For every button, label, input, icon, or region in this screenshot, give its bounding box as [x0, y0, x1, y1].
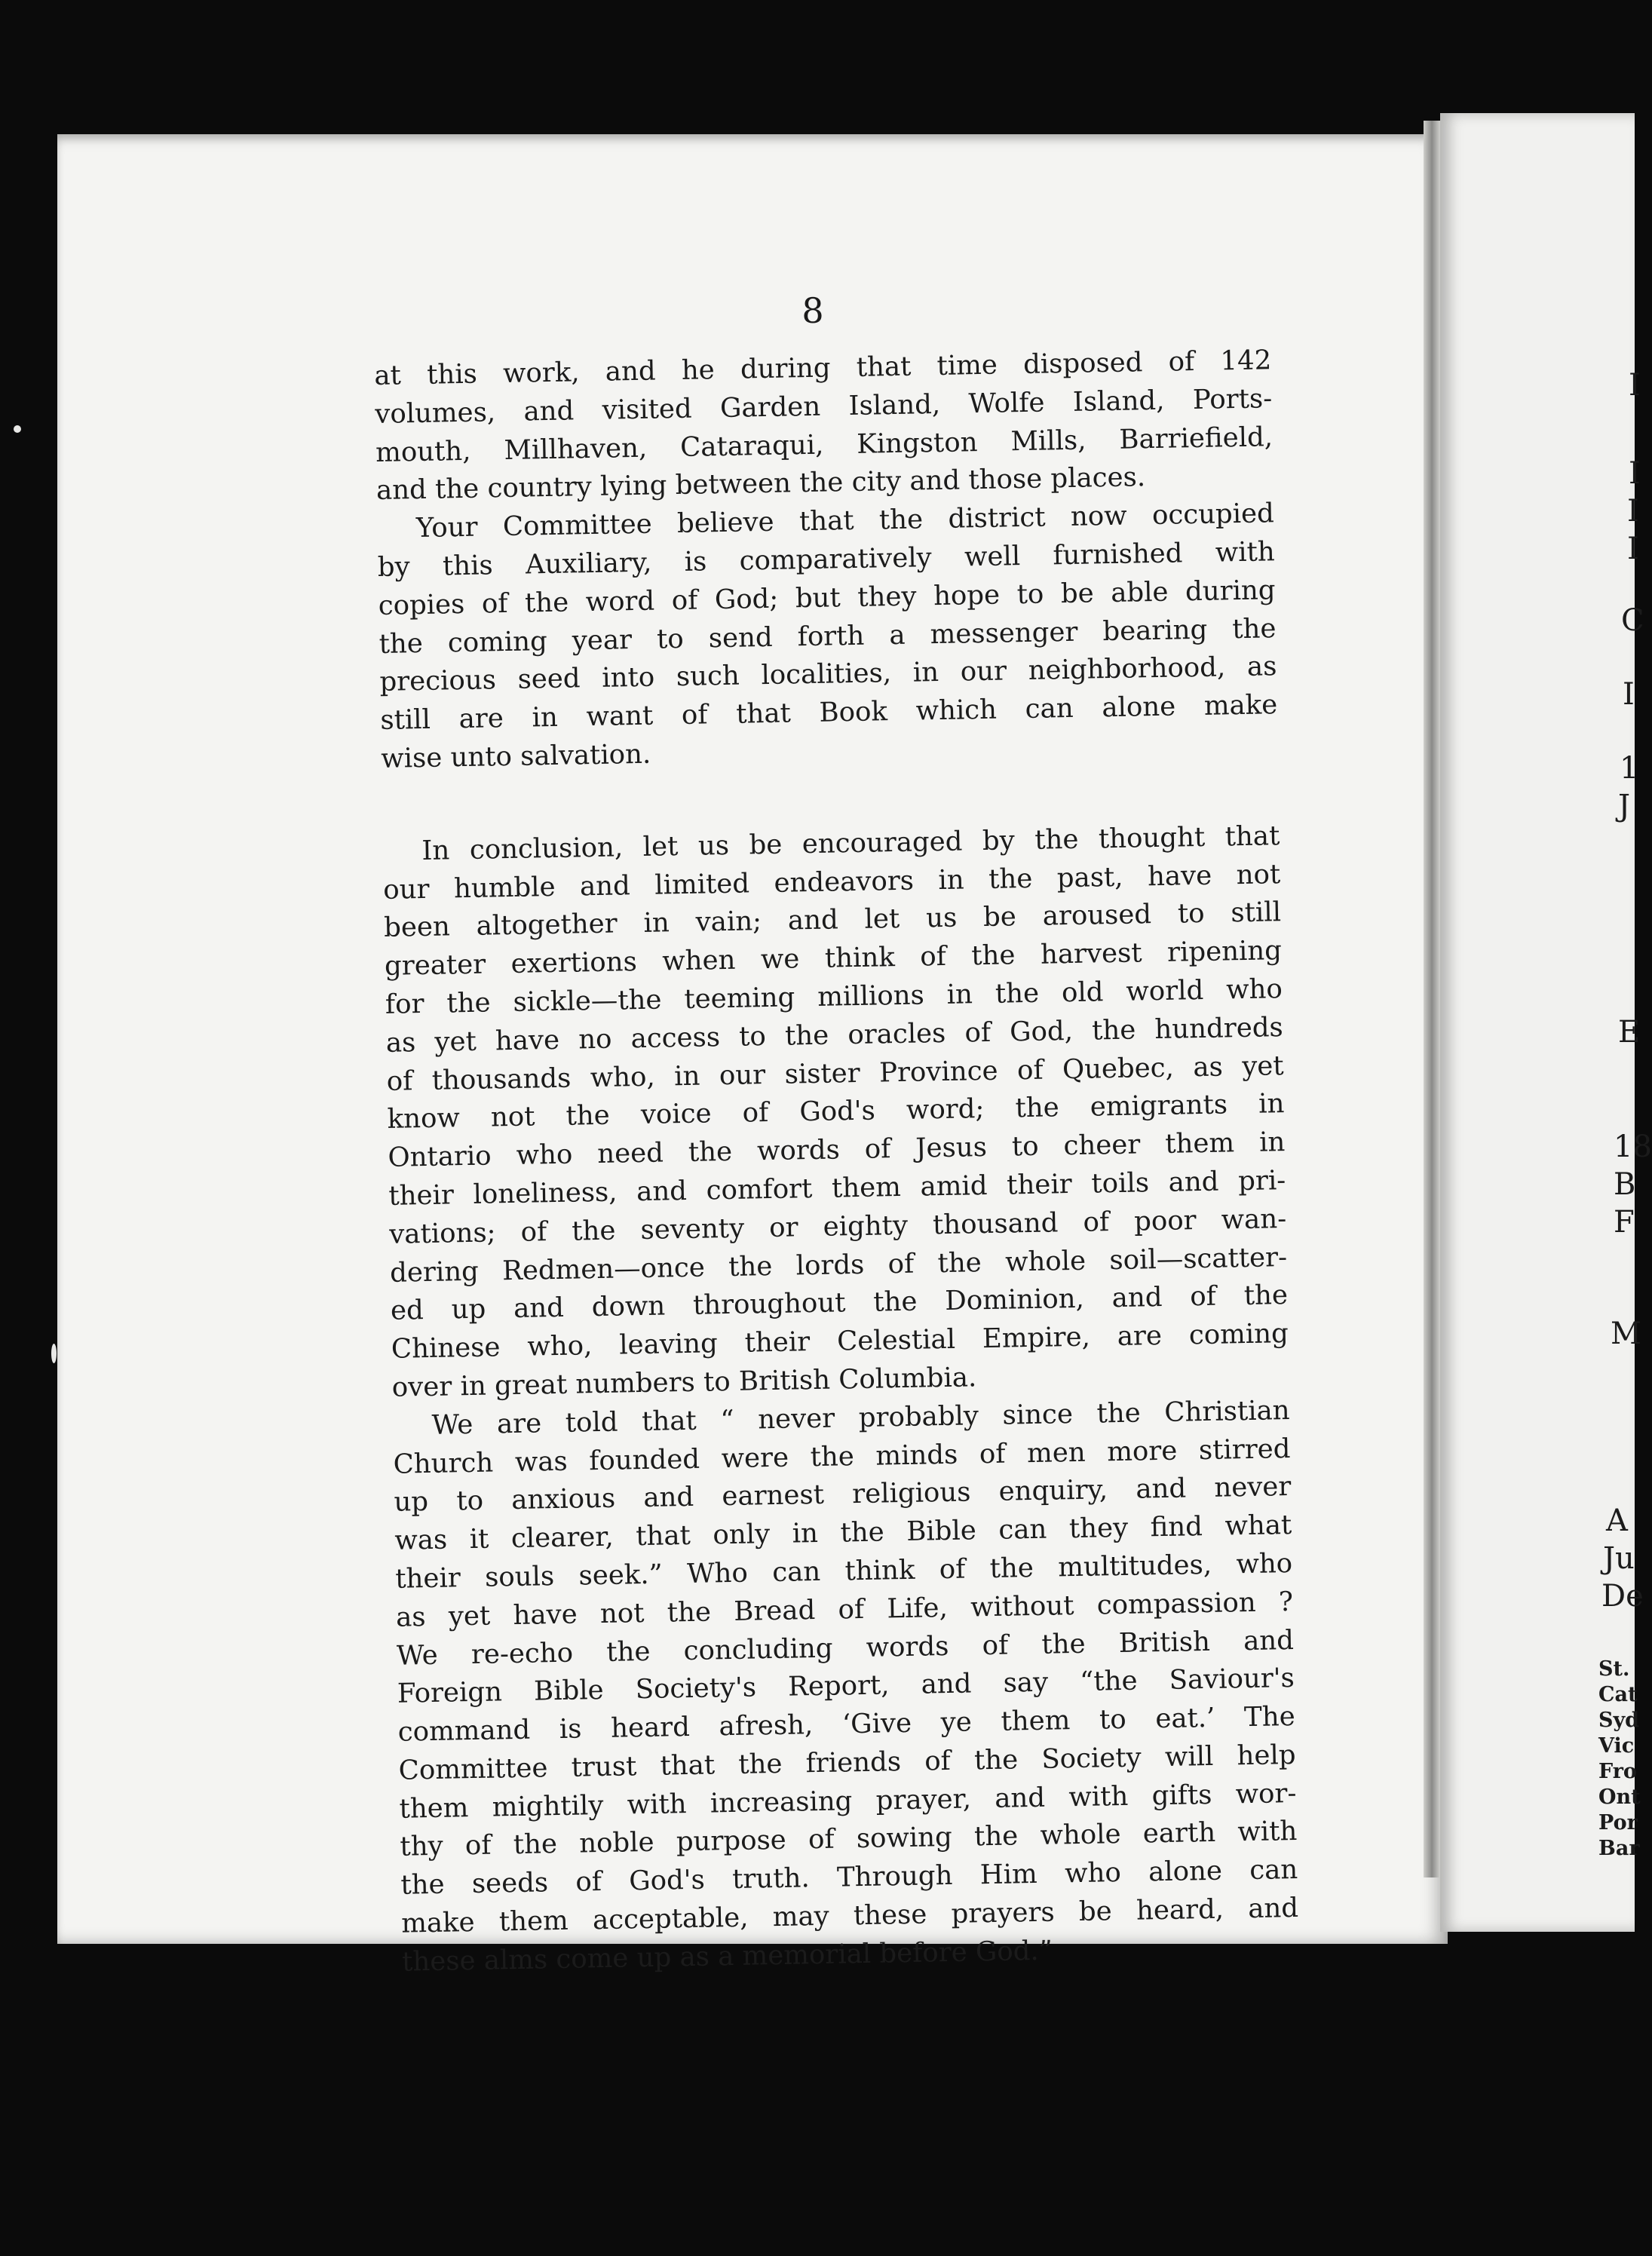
text-line: for the sickle—the teeming millions in the old world who — [385, 973, 1283, 1020]
text-line: command is heard afresh, ‘Give ye them to eat.’ The — [397, 1701, 1296, 1748]
dust-speck — [51, 1344, 57, 1363]
right-page-fragment: 18 — [1614, 1130, 1652, 1164]
text-line: volumes, and visited Garden Island, Wolfe Island, Ports- — [374, 383, 1273, 430]
right-page-fragment: I — [1629, 368, 1641, 403]
text-line: Ontario who need the words of Jesus to cheer them in — [388, 1126, 1286, 1173]
text-line: them mightily with increasing prayer, and with gifts wor- — [399, 1777, 1297, 1825]
right-page-fragment: A — [1606, 1503, 1628, 1538]
right-page-fragment: Fro — [1598, 1760, 1637, 1783]
right-page-fragment: I — [1623, 677, 1635, 712]
right-page-fragment: B — [1614, 1167, 1636, 1202]
right-page-fragment: Vic — [1598, 1734, 1635, 1758]
text-line: by this Auxiliary, is comparatively well furnished with — [377, 536, 1276, 583]
text-line: We re-echo the concluding words of the British and — [396, 1624, 1295, 1672]
right-page-fragment: Por — [1598, 1811, 1638, 1835]
text-line: thy of the noble purpose of sowing the whole earth with — [400, 1816, 1298, 1863]
right-page-fragment: I — [1627, 532, 1639, 566]
right-page-fragment: 1 — [1620, 751, 1639, 786]
text-line: Committee trust that the friends of the Society will help — [398, 1739, 1296, 1786]
text-line: as yet have not the Bread of Life, without compassion ? — [395, 1586, 1294, 1633]
text-line: been altogether in vain; and let us be aroused to still — [383, 897, 1282, 944]
text-line: still are in want of that Book which can alone make — [380, 689, 1278, 737]
right-page-fragment: Ont — [1598, 1785, 1641, 1809]
text-line: know not the voice of God's word; the emigrants in — [387, 1088, 1285, 1136]
text-line: copies of the word of God; but they hope to be able during — [378, 574, 1276, 621]
text-line: was it clearer, that only in the Bible can they find what — [394, 1510, 1292, 1556]
right-page-fragment: I — [1627, 494, 1639, 529]
right-page-fragment: Bar — [1598, 1837, 1640, 1860]
text-line: the coming year to send forth a messenger bearing the — [379, 612, 1277, 660]
body-text — [374, 342, 1299, 1982]
text-line: as yet have no access to the oracles of God, the hundreds — [385, 1011, 1284, 1059]
dust-speck — [14, 425, 21, 433]
right-page-fragment: Syd — [1598, 1709, 1640, 1732]
text-line: vations; of the seventy or eighty thousand of poor wan- — [388, 1203, 1287, 1250]
right-page-fragment: I — [1629, 456, 1641, 491]
text-line: mouth, Millhaven, Cataraqui, Kingston Mills, Barriefield, — [375, 421, 1273, 468]
right-page-fragment: Cat — [1598, 1683, 1638, 1706]
book-spine — [1424, 121, 1440, 1877]
paragraph-1 — [374, 342, 1273, 510]
right-page-fragment: J — [1618, 789, 1631, 823]
text-line: at this work, and he during that time disposed of 142 — [374, 345, 1272, 391]
text-line: In conclusion, let us be encouraged by the thought that — [421, 820, 1280, 866]
right-page-fragment: Ju — [1603, 1541, 1635, 1576]
text-line: Church was founded were the minds of men more stirred — [393, 1433, 1291, 1480]
text-line: and the country lying between the city and those places. — [375, 461, 1146, 507]
text-line: precious seed into such localities, in our neighborhood, as — [379, 651, 1277, 698]
page-number: 8 — [801, 290, 824, 331]
text-line: Your Committee believe that the district now occupied — [415, 498, 1275, 544]
right-page-fragment: M — [1611, 1317, 1641, 1351]
text-line: their loneliness, and comfort them amid their toils and pri- — [388, 1165, 1286, 1212]
text-line: We are told that “ never probably since the Christian — [431, 1394, 1290, 1441]
text-line: of thousands who, in our sister Province of Quebec, as yet — [386, 1050, 1284, 1097]
text-line: the seeds of God's truth. Through Him who alone can — [400, 1854, 1298, 1901]
text-line: their souls seek.” Who can think of the multitudes, who — [394, 1547, 1293, 1595]
text-line: up to anxious and earnest religious enquiry, and never — [394, 1471, 1292, 1519]
paragraph-3 — [382, 817, 1289, 1408]
text-line: these alms come up as a memorial before God.” — [401, 1935, 1053, 1978]
right-page-fragment: F — [1614, 1205, 1635, 1240]
text-line: make them acceptable, may these prayers be heard, and — [400, 1892, 1299, 1939]
text-line: wise unto salvation. — [380, 738, 651, 774]
text-line: dering Redmen—once the lords of the whole soil—scatter- — [389, 1241, 1288, 1289]
text-line: over in great numbers to British Columbia. — [391, 1362, 977, 1403]
text-line: ed up and down throughout the Dominion, and of the — [390, 1280, 1289, 1327]
right-page-fragment: C — [1621, 603, 1644, 638]
text-line: Foreign Bible Society's Report, and say “the Saviour's — [397, 1663, 1295, 1710]
text-line: Chinese who, leaving their Celestial Empire, are coming — [391, 1318, 1289, 1365]
right-page-fragment: E — [1618, 1015, 1641, 1050]
paragraph-2 — [377, 495, 1279, 778]
paragraph-4 — [392, 1392, 1299, 1982]
text-line: greater exertions when we think of the harvest ripening — [384, 935, 1283, 982]
right-page-fragment: St. — [1598, 1657, 1630, 1681]
right-page-fragment: De — [1601, 1579, 1644, 1614]
text-line: our humble and limited endeavors in the past, have not — [382, 858, 1281, 906]
